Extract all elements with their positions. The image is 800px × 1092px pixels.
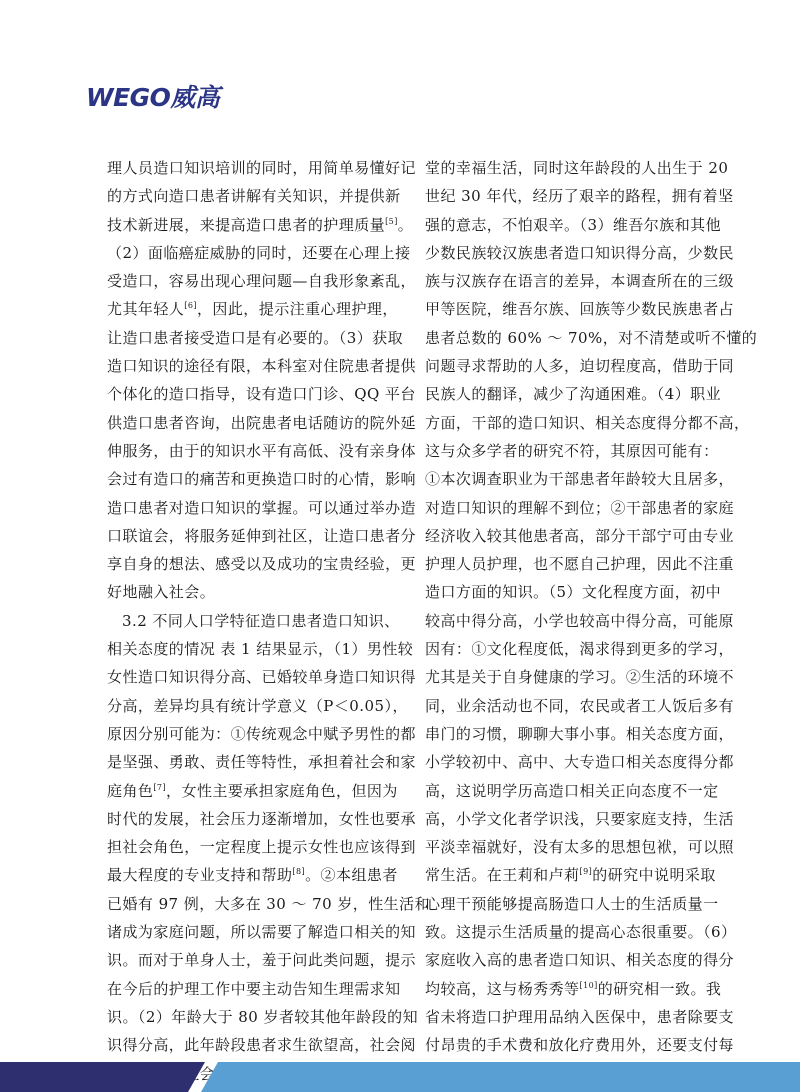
line-text: 甲等医院，维吾尔族、回族等少数民族患者占	[425, 300, 735, 319]
line-text: 对造口知识的理解不到位；②干部患者的家庭	[425, 498, 735, 517]
line-text: 识得分高，此年龄段患者求生欲望高，社会阅	[107, 1036, 417, 1055]
line-text: 理人员造口知识培训的同时，用简单易懂好记	[107, 159, 417, 177]
line-text: 世纪 30 年代，经历了艰辛的路程，拥有着坚	[425, 187, 734, 206]
text-line	[425, 777, 725, 805]
line-text-after: 的研究相一致。我	[597, 979, 722, 998]
line-text: 造口方面的知识。（5）文化程度方面，初中	[425, 583, 722, 602]
text-line	[425, 182, 734, 210]
line-text: 心理干预能够提高肠造口人士的生活质量一	[425, 894, 719, 913]
line-text: 小学较初中、高中、大专造口相关态度得分都	[425, 753, 735, 772]
text-line	[107, 777, 407, 805]
line-text: 识。（2）年龄大于 80 岁者较其他年龄段的知	[107, 1007, 419, 1026]
text-line	[107, 578, 407, 606]
line-text: 庭角色	[107, 781, 154, 800]
text-line	[425, 635, 735, 663]
citation-ref: [10]	[579, 980, 598, 990]
text-line	[107, 833, 417, 861]
text-line	[425, 890, 725, 918]
text-line	[425, 295, 735, 323]
line-text: 均较高，这与杨秀秀等	[425, 979, 580, 998]
line-text: 享自身的想法、感受以及成功的宝贵经验，更	[107, 555, 417, 574]
text-line	[425, 154, 729, 182]
text-line	[107, 409, 417, 437]
text-line	[425, 975, 725, 1003]
text-line	[107, 154, 417, 182]
citation-ref: [5]	[385, 216, 398, 226]
citation-ref: [8]	[292, 867, 306, 877]
line-text: 伸服务，由于的知识水平有高低、没有亲身体	[107, 441, 417, 460]
text-line	[425, 663, 735, 691]
text-line	[425, 861, 725, 889]
line-text: 在今后的护理工作中要主动告知生理需求知	[107, 979, 401, 998]
text-line	[425, 465, 735, 493]
text-line	[107, 437, 417, 465]
text-line	[107, 663, 417, 691]
line-text: 会过有造口的痛苦和更换造口时的心情，影响	[107, 470, 417, 489]
text-line	[107, 607, 407, 635]
footer-band	[0, 1062, 800, 1092]
footer-light-stripe	[201, 1062, 800, 1092]
right-text-column	[425, 154, 758, 1088]
text-line	[107, 380, 416, 408]
line-text: 技术新进展，来提高造口患者的护理质量	[107, 215, 386, 234]
line-text: 同，业余活动也不同，农民或者工人饭后多有	[425, 696, 735, 715]
text-line	[107, 1003, 419, 1031]
line-text: 尤其年轻人	[107, 300, 185, 319]
line-text: 女性造口知识得分高、已婚较单身造口知识得	[107, 668, 417, 687]
text-line	[107, 182, 407, 210]
text-line	[425, 267, 735, 295]
line-text: 护理人员护理，也不愿自己护理，因此不注重	[425, 555, 735, 574]
line-text: 3.2 不同人口学特征造口患者造口知识、	[122, 611, 400, 630]
text-line	[107, 890, 431, 918]
text-line	[425, 494, 735, 522]
line-text: 个体化的造口指导，设有造口门诊、QQ 平台	[107, 385, 416, 404]
text-line	[107, 1031, 417, 1059]
text-line	[107, 975, 407, 1003]
text-line	[107, 635, 414, 663]
line-text: 民族人的翻译，减少了沟通困难。（4）职业	[425, 385, 722, 404]
line-text: 供造口患者咨询，出院患者电话随访的院外延	[107, 413, 417, 432]
line-text: 经济收入较其他患者高，部分干部宁可由专业	[425, 526, 735, 545]
line-text: 少数民族较汉族患者造口知识得分高，少数民	[425, 243, 735, 262]
text-line	[107, 522, 417, 550]
text-line	[107, 211, 414, 239]
text-line	[107, 692, 407, 720]
text-line	[425, 324, 758, 352]
line-text: 造口知识的途径有限，本科室对住院患者提供	[107, 357, 417, 376]
line-text: 省未将造口护理用品纳入医保中，患者除要支	[425, 1007, 735, 1026]
text-line	[425, 550, 735, 578]
line-text: 常生活。在王莉和卢莉	[425, 866, 580, 885]
line-text: 是坚强、勇敢、责任等特性，承担着社会和家	[107, 753, 417, 772]
line-text: 患者总数的 60% ～ 70%，对不清楚或听不懂的	[425, 328, 758, 347]
line-text: 强的意志，不怕艰辛。（3）维吾尔族和其他	[425, 215, 722, 234]
left-text-column	[107, 154, 431, 1088]
text-line	[107, 239, 411, 267]
text-line	[425, 1031, 735, 1059]
text-line	[425, 833, 735, 861]
line-text: 诸成为家庭问题，所以需要了解造口相关的知	[107, 923, 417, 942]
text-line	[425, 380, 725, 408]
text-line	[107, 465, 417, 493]
line-text: 堂的幸福生活，同时这年龄段的人出生于 20	[425, 159, 729, 177]
line-text-after: ，女性主要承担家庭角色，但因为	[166, 781, 398, 800]
text-line	[425, 239, 735, 267]
text-line	[107, 805, 417, 833]
line-text-after: ，因此，提示注重心理护理，	[196, 300, 398, 319]
line-text: 最大程度的专业支持和帮助	[107, 866, 293, 885]
line-text: 担社会角色，一定程度上提示女性也应该得到	[107, 838, 417, 857]
text-line	[107, 324, 407, 352]
line-text: 致。这提示生活质量的提高心态很重要。（6）	[425, 923, 737, 942]
line-text: 相关态度的情况 表 1 结果显示，（1）男性较	[107, 640, 414, 659]
line-text: 高，小学文化者学识浅，只要家庭支持，生活	[425, 809, 735, 828]
line-text: 好地融入社会。	[107, 583, 216, 602]
text-line	[425, 607, 735, 635]
line-text: 这与众多学者的研究不符，其原因可能有：	[425, 441, 719, 460]
text-line	[107, 861, 407, 889]
line-text: 家庭收入高的患者造口知识、相关态度的得分	[425, 951, 735, 970]
text-line	[425, 720, 735, 748]
text-line	[425, 946, 735, 974]
text-line	[425, 805, 735, 833]
footer-dark-stripe	[0, 1062, 205, 1092]
line-text: 较高中得分高，小学也较高中得分高，可能原	[425, 611, 735, 630]
line-text: 付昂贵的手术费和放化疗费用外，还要支付每	[425, 1036, 735, 1055]
line-text: 的方式向造口患者讲解有关知识，并提供新	[107, 187, 401, 206]
text-line	[107, 918, 417, 946]
text-line	[425, 409, 750, 437]
line-text: 平淡幸福就好，没有太多的思想包袱，可以照	[425, 838, 735, 857]
line-text: 时代的发展，社会压力逐渐增加，女性也要承	[107, 809, 417, 828]
line-text: 高，这说明学历高造口相关正向态度不一定	[425, 781, 719, 800]
text-line	[425, 918, 737, 946]
text-line	[425, 437, 725, 465]
text-line	[107, 748, 417, 776]
line-text: 口联谊会，将服务延伸到社区，让造口患者分	[107, 526, 417, 545]
line-text: 让造口患者接受造口是有必要的。（3）获取	[107, 328, 404, 347]
text-line	[425, 692, 735, 720]
text-line	[425, 522, 735, 550]
citation-ref: [9]	[579, 867, 593, 877]
line-text: 问题寻求帮助的人多，迫切程度高，借助于同	[425, 357, 735, 376]
text-line	[107, 946, 417, 974]
text-line	[425, 352, 735, 380]
text-line	[107, 494, 417, 522]
text-line	[107, 295, 407, 323]
line-text: 族与汉族存在语言的差异，本调查所在的三级	[425, 272, 735, 291]
text-line	[107, 267, 417, 295]
line-text-after: 的研究中说明采取	[592, 866, 716, 885]
line-text-after: 。	[397, 215, 414, 234]
line-text: ①本次调查职业为干部患者年龄较大且居多，	[425, 470, 735, 489]
line-text: 造口患者对造口知识的掌握。可以通过举办造	[107, 498, 417, 517]
line-text: 尤其是关于自身健康的学习。②生活的环境不	[425, 668, 735, 687]
line-text: 受造口，容易出现心理问题—自我形象紊乱，	[107, 272, 417, 291]
citation-ref: [6]	[184, 301, 197, 311]
line-text: 分高，差异均具有统计学意义（P＜0.05），	[107, 696, 408, 715]
citation-ref: [7]	[153, 782, 167, 792]
line-text: 已婚有 97 例，大多在 30 ～ 70 岁，性生活和	[107, 894, 431, 913]
text-line	[425, 748, 735, 776]
line-text: 识。而对于单身人士，羞于问此类问题，提示	[107, 951, 417, 970]
line-text-after: 。②本组患者	[305, 866, 398, 885]
text-line	[425, 1003, 735, 1031]
text-line	[107, 352, 417, 380]
text-line	[107, 550, 417, 578]
text-line	[107, 720, 417, 748]
line-text: 因有：①文化程度低，渴求得到更多的学习，	[425, 640, 735, 659]
text-line	[425, 578, 725, 606]
line-text: 原因分别可能为：①传统观念中赋予男性的都	[107, 724, 417, 743]
text-line	[425, 211, 725, 239]
line-text: 串门的习惯，聊聊大事小事。相关态度方面，	[425, 724, 735, 743]
wego-logo: WEGO威高	[86, 83, 220, 112]
line-text: （2）面临癌症威胁的同时，还要在心理上接	[107, 243, 411, 262]
line-text: 方面，干部的造口知识、相关态度得分都不高，	[425, 413, 750, 432]
